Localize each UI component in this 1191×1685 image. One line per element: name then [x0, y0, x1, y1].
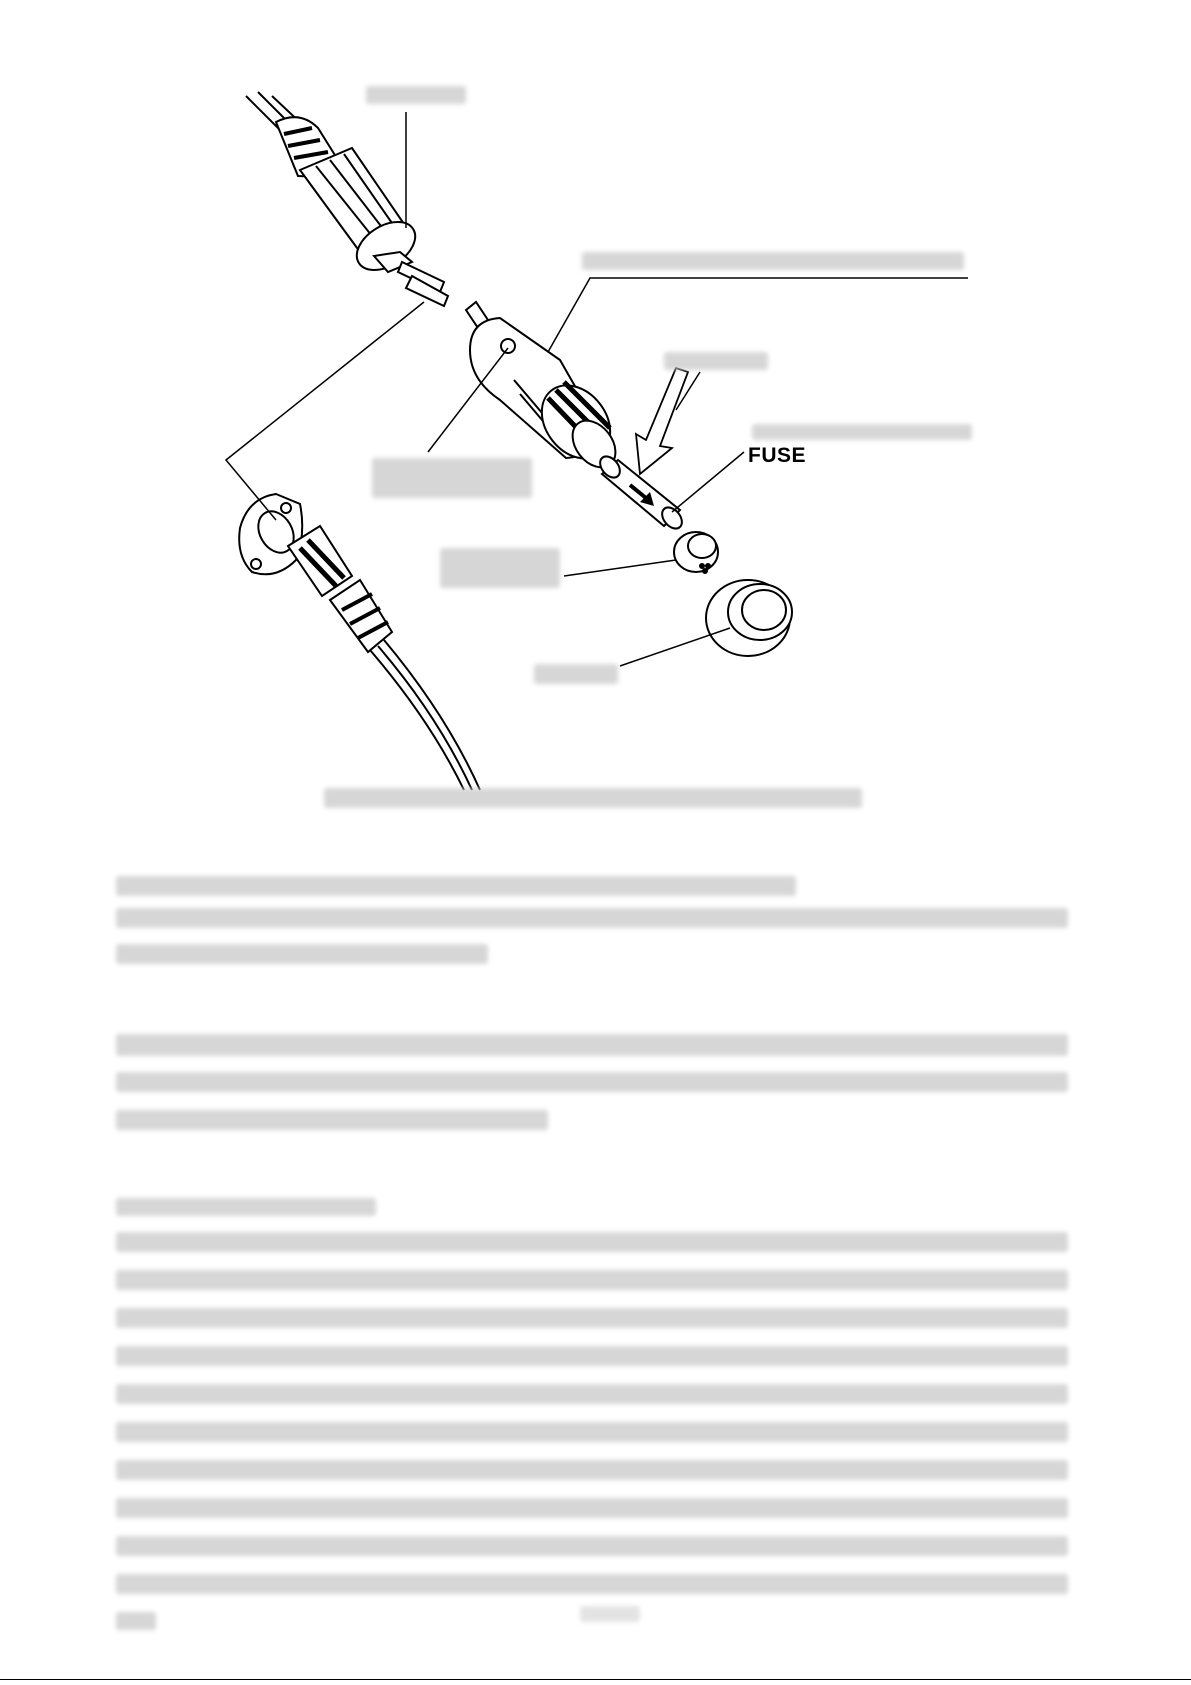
- fuse-callout-line: [672, 452, 744, 512]
- faded-page-number: [580, 1606, 640, 1622]
- lighter-plug-indicator-led: [501, 339, 515, 353]
- socket-cable: [370, 640, 480, 790]
- faded-paragraph-line: [116, 1034, 1068, 1056]
- device-plug-body: [300, 148, 424, 280]
- faded-paragraph-line: [116, 1232, 1068, 1252]
- end-cap-callout-line: [620, 628, 730, 666]
- faded-paragraph-line: [116, 1460, 1068, 1480]
- faded-paragraph-line: [116, 1270, 1068, 1290]
- faded-label-fuse-top: [752, 424, 972, 440]
- socket-connector: [239, 494, 352, 596]
- faded-figure-caption: [324, 788, 862, 808]
- faded-paragraph-line: [116, 1574, 1068, 1594]
- faded-label-device-plug: [366, 86, 466, 104]
- faded-paragraph-line: [116, 908, 1068, 928]
- page-bottom-rule: [0, 1679, 1191, 1680]
- faded-paragraph-line: [116, 1072, 1068, 1092]
- faded-paragraph-line: [116, 1498, 1068, 1518]
- faded-label-spring: [440, 548, 560, 588]
- faded-paragraph-line: [116, 1308, 1068, 1328]
- faded-label-led: [372, 458, 532, 498]
- lighter-plug-callout-line: [548, 278, 968, 352]
- plug-assembly-diagram: [0, 0, 1191, 830]
- insert-direction-arrow: [636, 368, 688, 474]
- faded-paragraph-line: [116, 1536, 1068, 1556]
- faded-label-cap: [534, 664, 618, 684]
- end-cap: [706, 580, 792, 656]
- faded-paragraph-line: [116, 1384, 1068, 1404]
- faded-label-arrow: [664, 352, 768, 370]
- socket-strain-relief: [330, 580, 392, 652]
- spring-contact: [674, 532, 718, 573]
- faded-paragraph-line: [116, 1422, 1068, 1442]
- faded-paragraph-line: [116, 944, 488, 964]
- faded-section-heading: [116, 1198, 376, 1216]
- lighter-plug-body: [470, 318, 624, 476]
- fuse-label: FUSE: [748, 444, 807, 467]
- faded-paragraph-line: [116, 1110, 548, 1130]
- faded-paragraph-line: [116, 1612, 156, 1630]
- faded-paragraph-line: [116, 876, 796, 896]
- faded-paragraph-line: [116, 1346, 1068, 1366]
- led-callout-line: [428, 348, 508, 452]
- spring-callout-line: [564, 560, 676, 576]
- device-plug-prongs: [398, 262, 448, 306]
- faded-label-lighter-plug: [582, 252, 964, 270]
